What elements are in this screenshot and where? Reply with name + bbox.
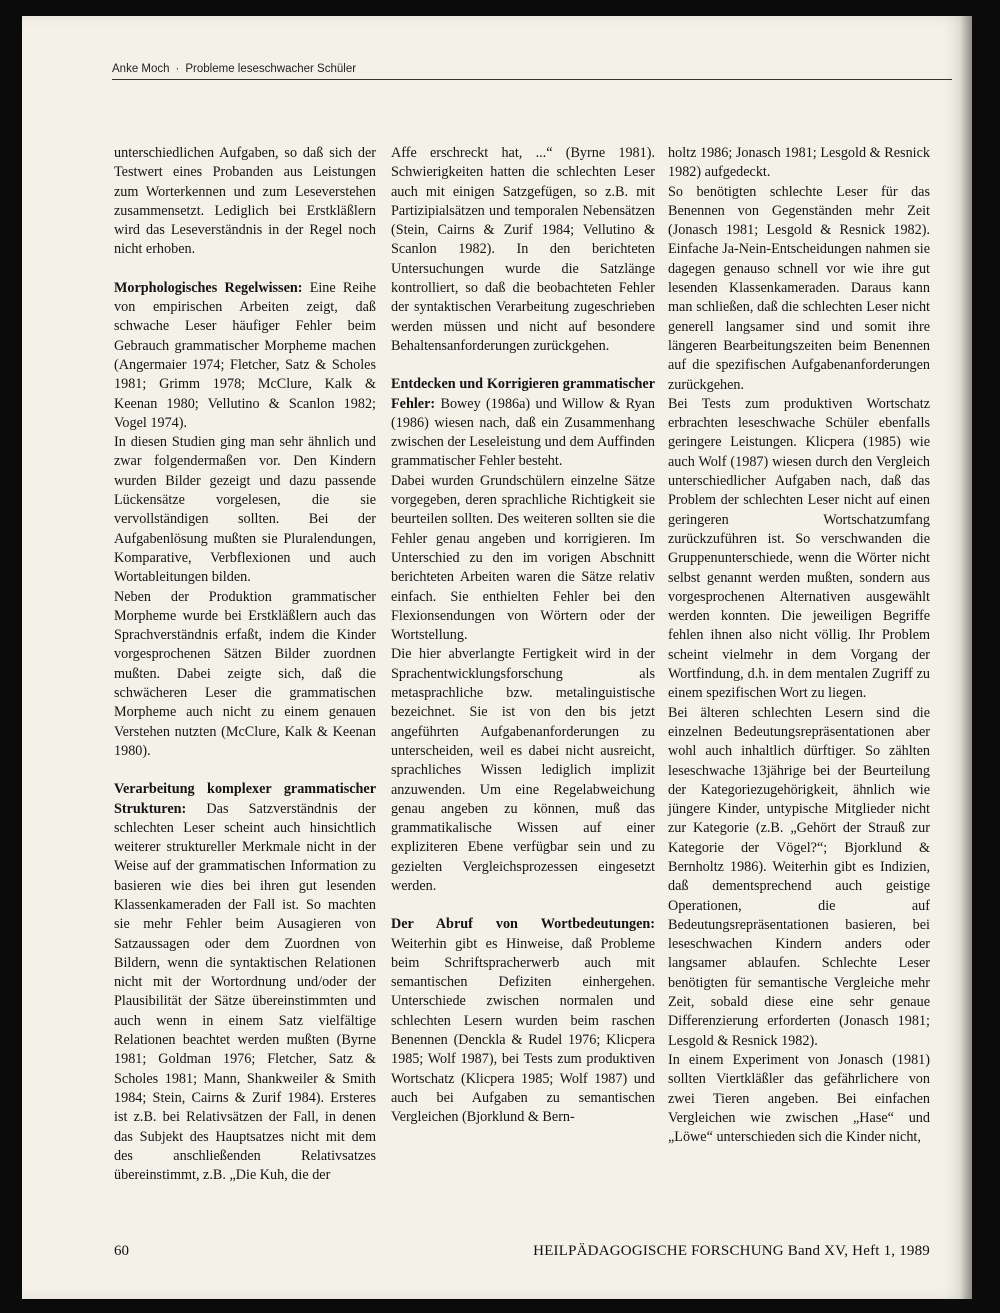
paragraph: [114, 780, 376, 1185]
column-1: [114, 144, 376, 1185]
paragraph-text: Bowey (1986a) und Willow & Ryan (1986) wiesen nach, daß ein Zusammenhang zwischen der Leseleistung und dem Auffinden grammatischer Fehler besteht.: [391, 395, 655, 470]
header-separator: ·: [175, 63, 180, 75]
paragraph: In einem Experiment von Jonasch (1981) sollten Viertkläßler das gefährlichere von zwei Tieren angeben. Bei einfachen Vergleichen wie zwischen „Hase“ und „Löwe“ unterschieden sich die Kinder nicht,: [668, 1051, 930, 1146]
section-heading: Verarbeitung komplexer grammatischer Strukturen:: [114, 781, 376, 817]
paragraph: Dabei wurden Grundschülern einzelne Sätze vorgegeben, deren sprachliche Richtigkeit sie beurteilen sollten. Des weiteren sollten sie die Fehler genau angeben und korrigieren. Im Unterschied zu den im vorigen Abschnitt berichteten Arbeiten waren die Sätze relativ einfach. Sie enthielten Fehler bei den Flexionsendungen von Wörtern oder der Wortstellung.: [391, 472, 655, 644]
journal-footer: HEILPÄDAGOGISCHE FORSCHUNG Band XV, Heft 1, 1989: [533, 1243, 930, 1259]
paragraph-text: Weiterhin gibt es Hinweise, daß Probleme beim Schriftspracherwerb auch mit semantischen Defiziten einhergehen. Unterschiede zwischen normalen und schlechten Lesern wurden beim raschen Benennen (Denckla & Rudel 1976; Klicpera 1985; Wolf 1987), bei Tests zum produktiven Wortschatz (Klicpera 1985; Wolf 1987) und auch bei Aufgaben zu semantischen Vergleichen (Bjorklund & Bern-: [391, 935, 655, 1126]
paragraph: In diesen Studien ging man sehr ähnlich und zwar folgendermaßen vor. Den Kindern wurden Bilder gezeigt und dazu passende Lückensätze vorgelesen, die sie vervollständigen sollten. Bei der Aufgabenlösung mußten sie Pluralendungen, Komparative, Verbflexionen und auch Wortableitungen bilden.: [114, 434, 376, 586]
book-page: [22, 16, 972, 1299]
section-heading: Der Abruf von Wortbedeutungen:: [391, 916, 655, 933]
paragraph: unterschiedlichen Aufgaben, so daß sich der Testwert eines Probanden aus Leistungen zum Worterkennen und zum Leseverstehen zusammensetzt. Lediglich bei Erstkläßlern wird das Leseverständnis in der Regel noch nicht erhoben.: [114, 145, 376, 258]
paragraph: [391, 915, 655, 1127]
section-heading: Morphologisches Regelwissen:: [114, 279, 303, 296]
running-header: [112, 63, 356, 75]
paragraph: So benötigten schlechte Leser für das Benennen von Gegenständen mehr Zeit (Jonasch 1981; Lesgold & Resnick 1982). Einfache Ja-Nein-Entscheidungen nahmen sie dagegen genauso schnell vor wie ihre gut lesenden Klassenkameraden. Daraus kann man schließen, daß die schlechten Leser nicht generell langsamer sind und somit ihre längeren Bearbeitungszeiten beim Benennen auf die spezifischen Aufgabenanforderungen zurückgehen.: [668, 183, 930, 393]
paragraph: Bei Tests zum produktiven Wortschatz erbrachten leseschwache Schüler ebenfalls geringere Leistungen. Klicpera (1985) wie auch Wolf (1987) wiesen durch den Vergleich unterschiedlicher Aufgaben nach, daß das Problem der schlechten Leser nicht auf einen geringeren Wortschatzumfang zurückzuführen ist. So verschwanden die Gruppenunterschiede, wenn die Wörter nicht selbst genannt werden mußten, sondern aus vorgesprochenen Alternativen ausgewählt werden konnten. Die jeweiligen Begriffe fehlen ihnen also nicht völlig. Ihr Problem scheint vielmehr in dem Vorgang der Wortfindung, d.h. in dem mentalen Zugriff zu einem spezifischen Wort zu liegen.: [668, 395, 930, 702]
paragraph: holtz 1986; Jonasch 1981; Lesgold & Resnick 1982) aufgedeckt.: [668, 145, 930, 181]
column-3: [668, 144, 930, 1147]
section-heading: Entdecken und Korrigieren grammatischer Fehler:: [391, 376, 655, 412]
paragraph: [391, 375, 655, 471]
paragraph: Neben der Produktion grammatischer Morpheme wurde bei Erstkläßlern auch das Sprachverständnis erfaßt, indem die Kinder vorgesprochenen Sätzen Bilder zuordnen mußten. Dabei zeigte sich, daß die schwächeren Leser die grammatischen Morpheme auch nicht zu einem genauen Verstehen nutzten (McClure, Kalk & Keenan 1980).: [114, 588, 376, 759]
paragraph: Bei älteren schlechten Lesern sind die einzelnen Bedeutungsrepräsentationen aber wohl auch inhaltlich dürftiger. So zählten leseschwache 13jährige bei der Beurteilung der Kategoriezugehörigkeit, ähnlich wie jüngere Kinder, untypische Mitglieder nicht zur Kategorie (z.B. „Gehört der Strauß zur Kategorie der Vögel?“; Bjorklund & Bernholtz 1986). Weiterhin gibt es Indizien, daß dementsprechend auch geistige Operationen, die auf Bedeutungsrepräsentationen basieren, bei leseschwachen Kindern anders oder langsamer ablaufen. Schlechte Leser benötigten für semantische Vergleiche mehr Zeit, sobald diese eine sehr genaue Differenzierung erforderten (Jonasch 1981; Lesgold & Resnick 1982).: [668, 704, 930, 1049]
paragraph: Die hier abverlangte Fertigkeit wird in der Sprachentwicklungsforschung als metasprachliche bzw. metalinguistische bezeichnet. Sie ist von den bis jetzt angeführten Aufgabenanforderungen zu unterscheiden, weil es dabei nicht ausreicht, sprachliches Wissen lediglich implizit anzuwenden. Um eine Regelabweichung genau angeben zu können, muß das grammatikalische Wissen auf einer expliziteren Ebene verfügbar sein und zu gezielten Vergleichsprozessen eingesetzt werden.: [391, 646, 655, 894]
page-spine-shadow: [960, 16, 972, 1299]
column-2: [391, 144, 655, 1128]
header-rule: [112, 79, 952, 80]
header-title: Probleme leseschwacher Schüler: [185, 63, 357, 75]
paragraph-text: Das Satzverständnis der schlechten Leser scheint auch hinsichtlich weiterer struktureller Merkmale nicht in der Weise auf der grammatischen Information zu basieren wie dies bei ihren gut lesenden Klassenkameraden der Fall ist. So machten sie mehr Fehler beim Ausagieren von Satzaussagen oder dem Zuordnen von Bildern, wenn die syntaktischen Relationen nicht mit der Wortordnung und/oder der Plausibilität der Sätze übereinstimmten und auch wenn in einem Satz vielfältige Relationen beachtet werden mußten (Byrne 1981; Goldman 1976; Fletcher, Satz & Scholes 1981; Mann, Shankweiler & Smith 1984; Stein, Cairns & Zurif 1984). Ersteres ist z.B. bei Relativsätzen der Fall, in denen das Subjekt des Hauptsatzes nicht mit dem des anschließenden Relativsatzes übereinstimmt, z.B. „Die Kuh, die der: [114, 800, 376, 1184]
paragraph-text: Eine Reihe von empirischen Arbeiten zeigt, daß schwache Leser häufiger Fehler beim Gebrauch grammatischer Morpheme machen (Angermaier 1974; Fletcher, Satz & Scholes 1981; Grimm 1978; McClure, Kalk & Keenan 1980; Vellutino & Scanlon 1982; Vogel 1974).: [114, 279, 376, 431]
page-number: 60: [114, 1243, 129, 1259]
header-author: Anke Moch: [112, 63, 170, 75]
paragraph: [114, 279, 376, 433]
paragraph: Affe erschreckt hat, ...“ (Byrne 1981). Schwierigkeiten hatten die schlechten Leser auch mit einigen Satzgefügen, so z.B. mit Partizipialsätzen und temporalen Nebensätzen (Stein, Cairns & Zurif 1984; Vellutino & Scanlon 1982). In den berichteten Untersuchungen wurde die Satzlänge kontrolliert, so daß die beobachteten Fehler der syntaktischen Verarbeitung zugeschrieben werden müssen und nicht auf besondere Behaltensanforderungen zurückgehen.: [391, 145, 655, 354]
